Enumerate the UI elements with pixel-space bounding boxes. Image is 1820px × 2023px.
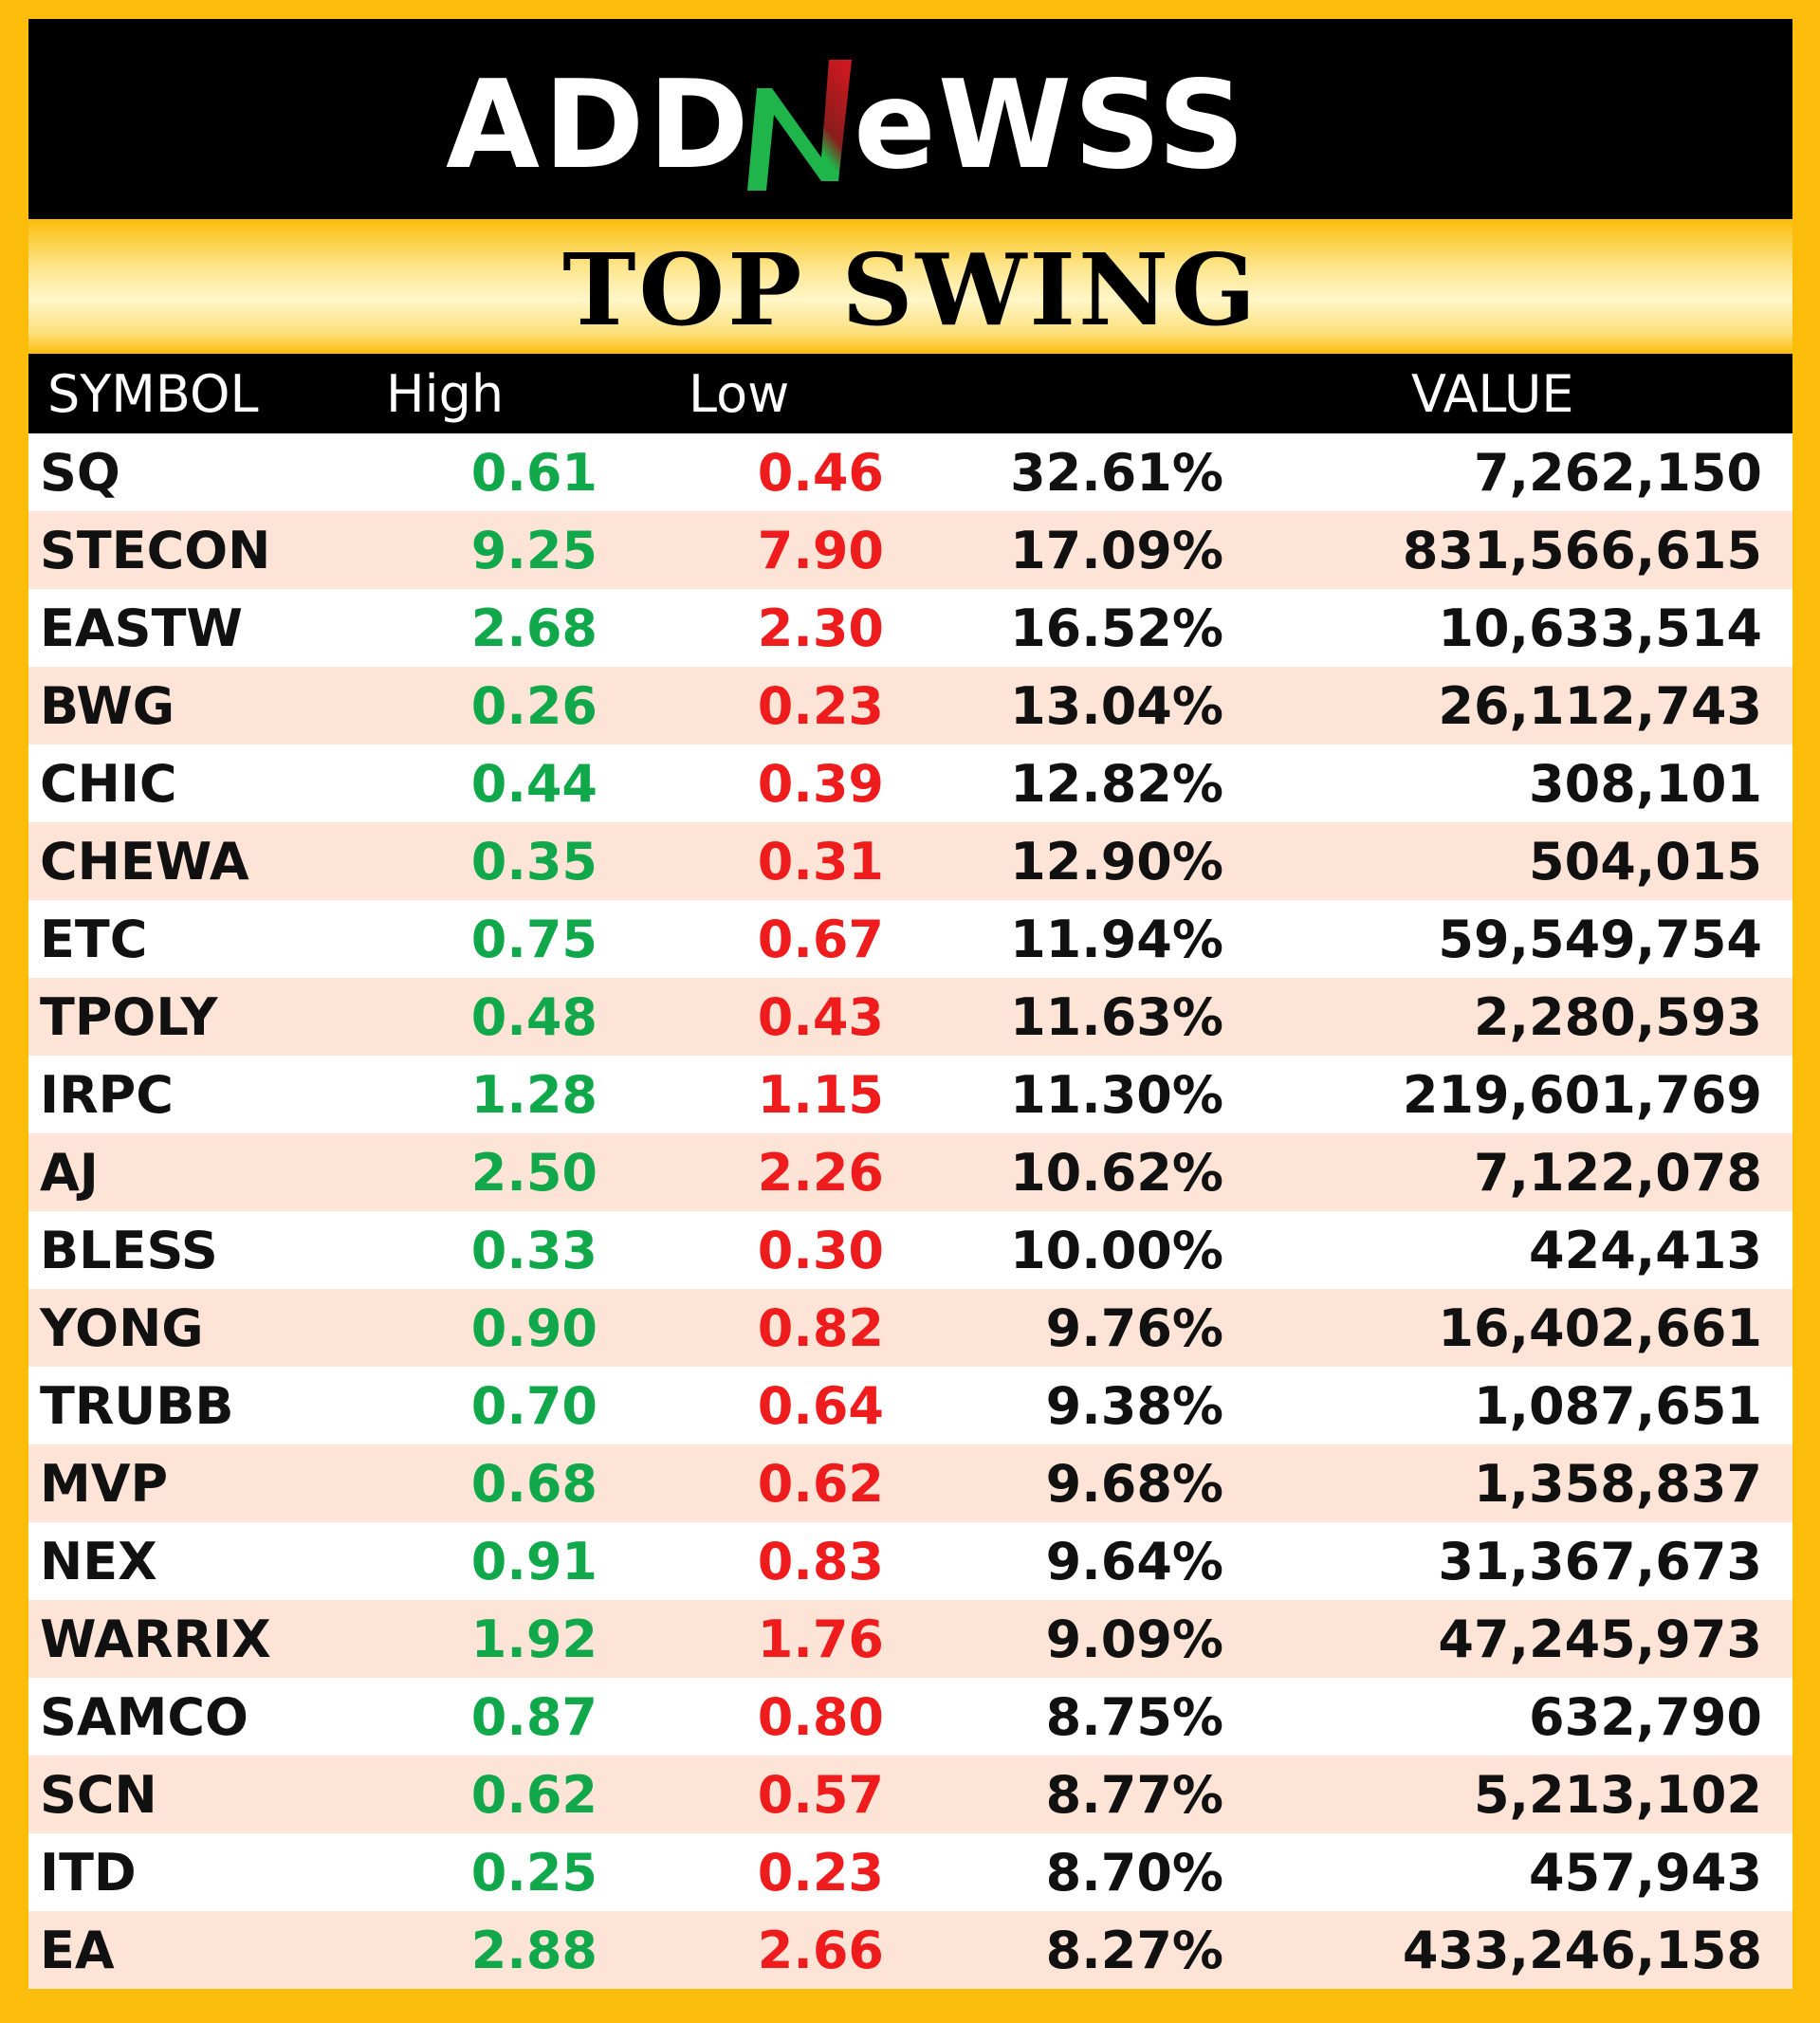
high-cell: 2.68 — [470, 598, 597, 658]
n-arrow-logo-icon — [747, 60, 852, 191]
symbol-cell: TPOLY — [40, 986, 218, 1047]
high-cell: 0.70 — [470, 1375, 597, 1436]
table-row — [28, 1211, 1792, 1289]
logo-bar — [28, 19, 1792, 219]
percent-cell: 11.63% — [1010, 986, 1223, 1047]
high-cell: 0.44 — [470, 753, 597, 814]
low-cell: 0.43 — [757, 986, 884, 1047]
percent-cell: 8.75% — [1045, 1686, 1223, 1747]
value-cell: 26,112,743 — [1438, 675, 1762, 736]
high-cell: 2.88 — [470, 1920, 597, 1980]
low-cell: 0.31 — [757, 831, 884, 892]
value-cell: 2,280,593 — [1473, 986, 1762, 1047]
logo-text-left: ADD — [446, 54, 753, 196]
table-row — [28, 1056, 1792, 1133]
table-row — [28, 1133, 1792, 1211]
percent-cell: 10.62% — [1010, 1142, 1223, 1203]
value-cell: 7,262,150 — [1473, 442, 1762, 503]
table-row — [28, 667, 1792, 745]
percent-cell: 8.70% — [1045, 1842, 1223, 1903]
table-row — [28, 745, 1792, 822]
value-cell: 831,566,615 — [1402, 520, 1762, 580]
high-cell: 0.62 — [470, 1764, 597, 1825]
symbol-cell: EA — [40, 1920, 115, 1980]
symbol-cell: ITD — [40, 1842, 137, 1903]
percent-cell: 11.30% — [1010, 1064, 1223, 1125]
value-cell: 433,246,158 — [1402, 1920, 1762, 1980]
symbol-cell: SAMCO — [40, 1686, 248, 1747]
percent-cell: 32.61% — [1010, 442, 1223, 503]
table-row — [28, 1522, 1792, 1600]
table-row — [28, 1833, 1792, 1911]
value-cell: 1,358,837 — [1473, 1453, 1762, 1514]
value-cell: 504,015 — [1529, 831, 1762, 892]
symbol-cell: STECON — [40, 520, 271, 580]
percent-cell: 9.09% — [1045, 1609, 1223, 1669]
high-cell: 0.87 — [470, 1686, 597, 1747]
value-cell: 424,413 — [1529, 1220, 1762, 1280]
high-cell: 0.48 — [470, 986, 597, 1047]
table-row — [28, 822, 1792, 900]
low-cell: 0.67 — [757, 909, 884, 969]
value-cell: 219,601,769 — [1402, 1064, 1762, 1125]
low-cell: 0.23 — [757, 675, 884, 736]
percent-cell: 8.77% — [1045, 1764, 1223, 1825]
header-low: Low — [689, 363, 790, 424]
symbol-cell: NEX — [40, 1531, 157, 1591]
table-row — [28, 1756, 1792, 1833]
percent-cell: 12.90% — [1010, 831, 1223, 892]
high-cell: 0.35 — [470, 831, 597, 892]
symbol-cell: CHEWA — [40, 831, 249, 892]
low-cell: 0.80 — [757, 1686, 884, 1747]
table-row — [28, 589, 1792, 667]
high-cell: 0.90 — [470, 1297, 597, 1358]
high-cell: 0.91 — [470, 1531, 597, 1591]
table-row — [28, 978, 1792, 1056]
high-cell: 0.26 — [470, 675, 597, 736]
high-cell: 1.92 — [470, 1609, 597, 1669]
high-cell: 0.61 — [470, 442, 597, 503]
low-cell: 0.46 — [757, 442, 884, 503]
symbol-cell: YONG — [40, 1297, 204, 1358]
table-row — [28, 900, 1792, 978]
symbol-cell: SQ — [40, 442, 120, 503]
table-row — [28, 1600, 1792, 1678]
low-cell: 0.83 — [757, 1531, 884, 1591]
table-header-row — [28, 354, 1792, 433]
percent-cell: 9.76% — [1045, 1297, 1223, 1358]
low-cell: 0.30 — [757, 1220, 884, 1280]
header-value: VALUE — [1411, 363, 1574, 424]
low-cell: 2.26 — [757, 1142, 884, 1203]
table-row — [28, 1678, 1792, 1756]
value-cell: 457,943 — [1529, 1842, 1762, 1903]
symbol-cell: IRPC — [40, 1064, 174, 1125]
table-row — [28, 1911, 1792, 1989]
table-row — [28, 1289, 1792, 1367]
table-row — [28, 433, 1792, 511]
low-cell: 7.90 — [757, 520, 884, 580]
value-cell: 59,549,754 — [1438, 909, 1762, 969]
value-cell: 308,101 — [1529, 753, 1762, 814]
value-cell: 10,633,514 — [1438, 598, 1762, 658]
addnewss-logo — [446, 39, 1375, 200]
symbol-cell: SCN — [40, 1764, 157, 1825]
low-cell: 0.64 — [757, 1375, 884, 1436]
symbol-cell: CHIC — [40, 753, 177, 814]
low-cell: 0.23 — [757, 1842, 884, 1903]
percent-cell: 8.27% — [1045, 1920, 1223, 1980]
value-cell: 5,213,102 — [1473, 1764, 1762, 1825]
percent-cell: 9.68% — [1045, 1453, 1223, 1514]
symbol-cell: WARRIX — [40, 1609, 271, 1669]
percent-cell: 9.38% — [1045, 1375, 1223, 1436]
symbol-cell: BLESS — [40, 1220, 218, 1280]
symbol-cell: TRUBB — [40, 1375, 234, 1436]
low-cell: 2.30 — [757, 598, 884, 658]
high-cell: 1.28 — [470, 1064, 597, 1125]
percent-cell: 13.04% — [1010, 675, 1223, 736]
symbol-cell: EASTW — [40, 598, 243, 658]
logo-text-right: eWSS — [854, 54, 1247, 196]
low-cell: 0.39 — [757, 753, 884, 814]
value-cell: 16,402,661 — [1438, 1297, 1762, 1358]
page-title: TOP SWING — [562, 231, 1259, 348]
value-cell: 47,245,973 — [1438, 1609, 1762, 1669]
low-cell: 0.82 — [757, 1297, 884, 1358]
high-cell: 0.25 — [470, 1842, 597, 1903]
low-cell: 0.57 — [757, 1764, 884, 1825]
low-cell: 0.62 — [757, 1453, 884, 1514]
low-cell: 2.66 — [757, 1920, 884, 1980]
table-row — [28, 1444, 1792, 1522]
percent-cell: 12.82% — [1010, 753, 1223, 814]
high-cell: 0.68 — [470, 1453, 597, 1514]
high-cell: 0.33 — [470, 1220, 597, 1280]
value-cell: 1,087,651 — [1473, 1375, 1762, 1436]
value-cell: 632,790 — [1529, 1686, 1762, 1747]
high-cell: 9.25 — [470, 520, 597, 580]
symbol-cell: AJ — [40, 1142, 99, 1203]
value-cell: 7,122,078 — [1473, 1142, 1762, 1203]
low-cell: 1.76 — [757, 1609, 884, 1669]
header-symbol: SYMBOL — [47, 363, 259, 424]
symbol-cell: ETC — [40, 909, 148, 969]
table-row — [28, 1367, 1792, 1444]
value-cell: 31,367,673 — [1438, 1531, 1762, 1591]
symbol-cell: BWG — [40, 675, 175, 736]
percent-cell: 17.09% — [1010, 520, 1223, 580]
header-high: High — [386, 363, 505, 424]
high-cell: 0.75 — [470, 909, 597, 969]
swing-table — [28, 354, 1792, 1989]
high-cell: 2.50 — [470, 1142, 597, 1203]
percent-cell: 11.94% — [1010, 909, 1223, 969]
title-band — [28, 219, 1792, 354]
table-body — [28, 433, 1792, 1989]
percent-cell: 9.64% — [1045, 1531, 1223, 1591]
percent-cell: 10.00% — [1010, 1220, 1223, 1280]
table-row — [28, 511, 1792, 589]
percent-cell: 16.52% — [1010, 598, 1223, 658]
low-cell: 1.15 — [757, 1064, 884, 1125]
symbol-cell: MVP — [40, 1453, 169, 1514]
